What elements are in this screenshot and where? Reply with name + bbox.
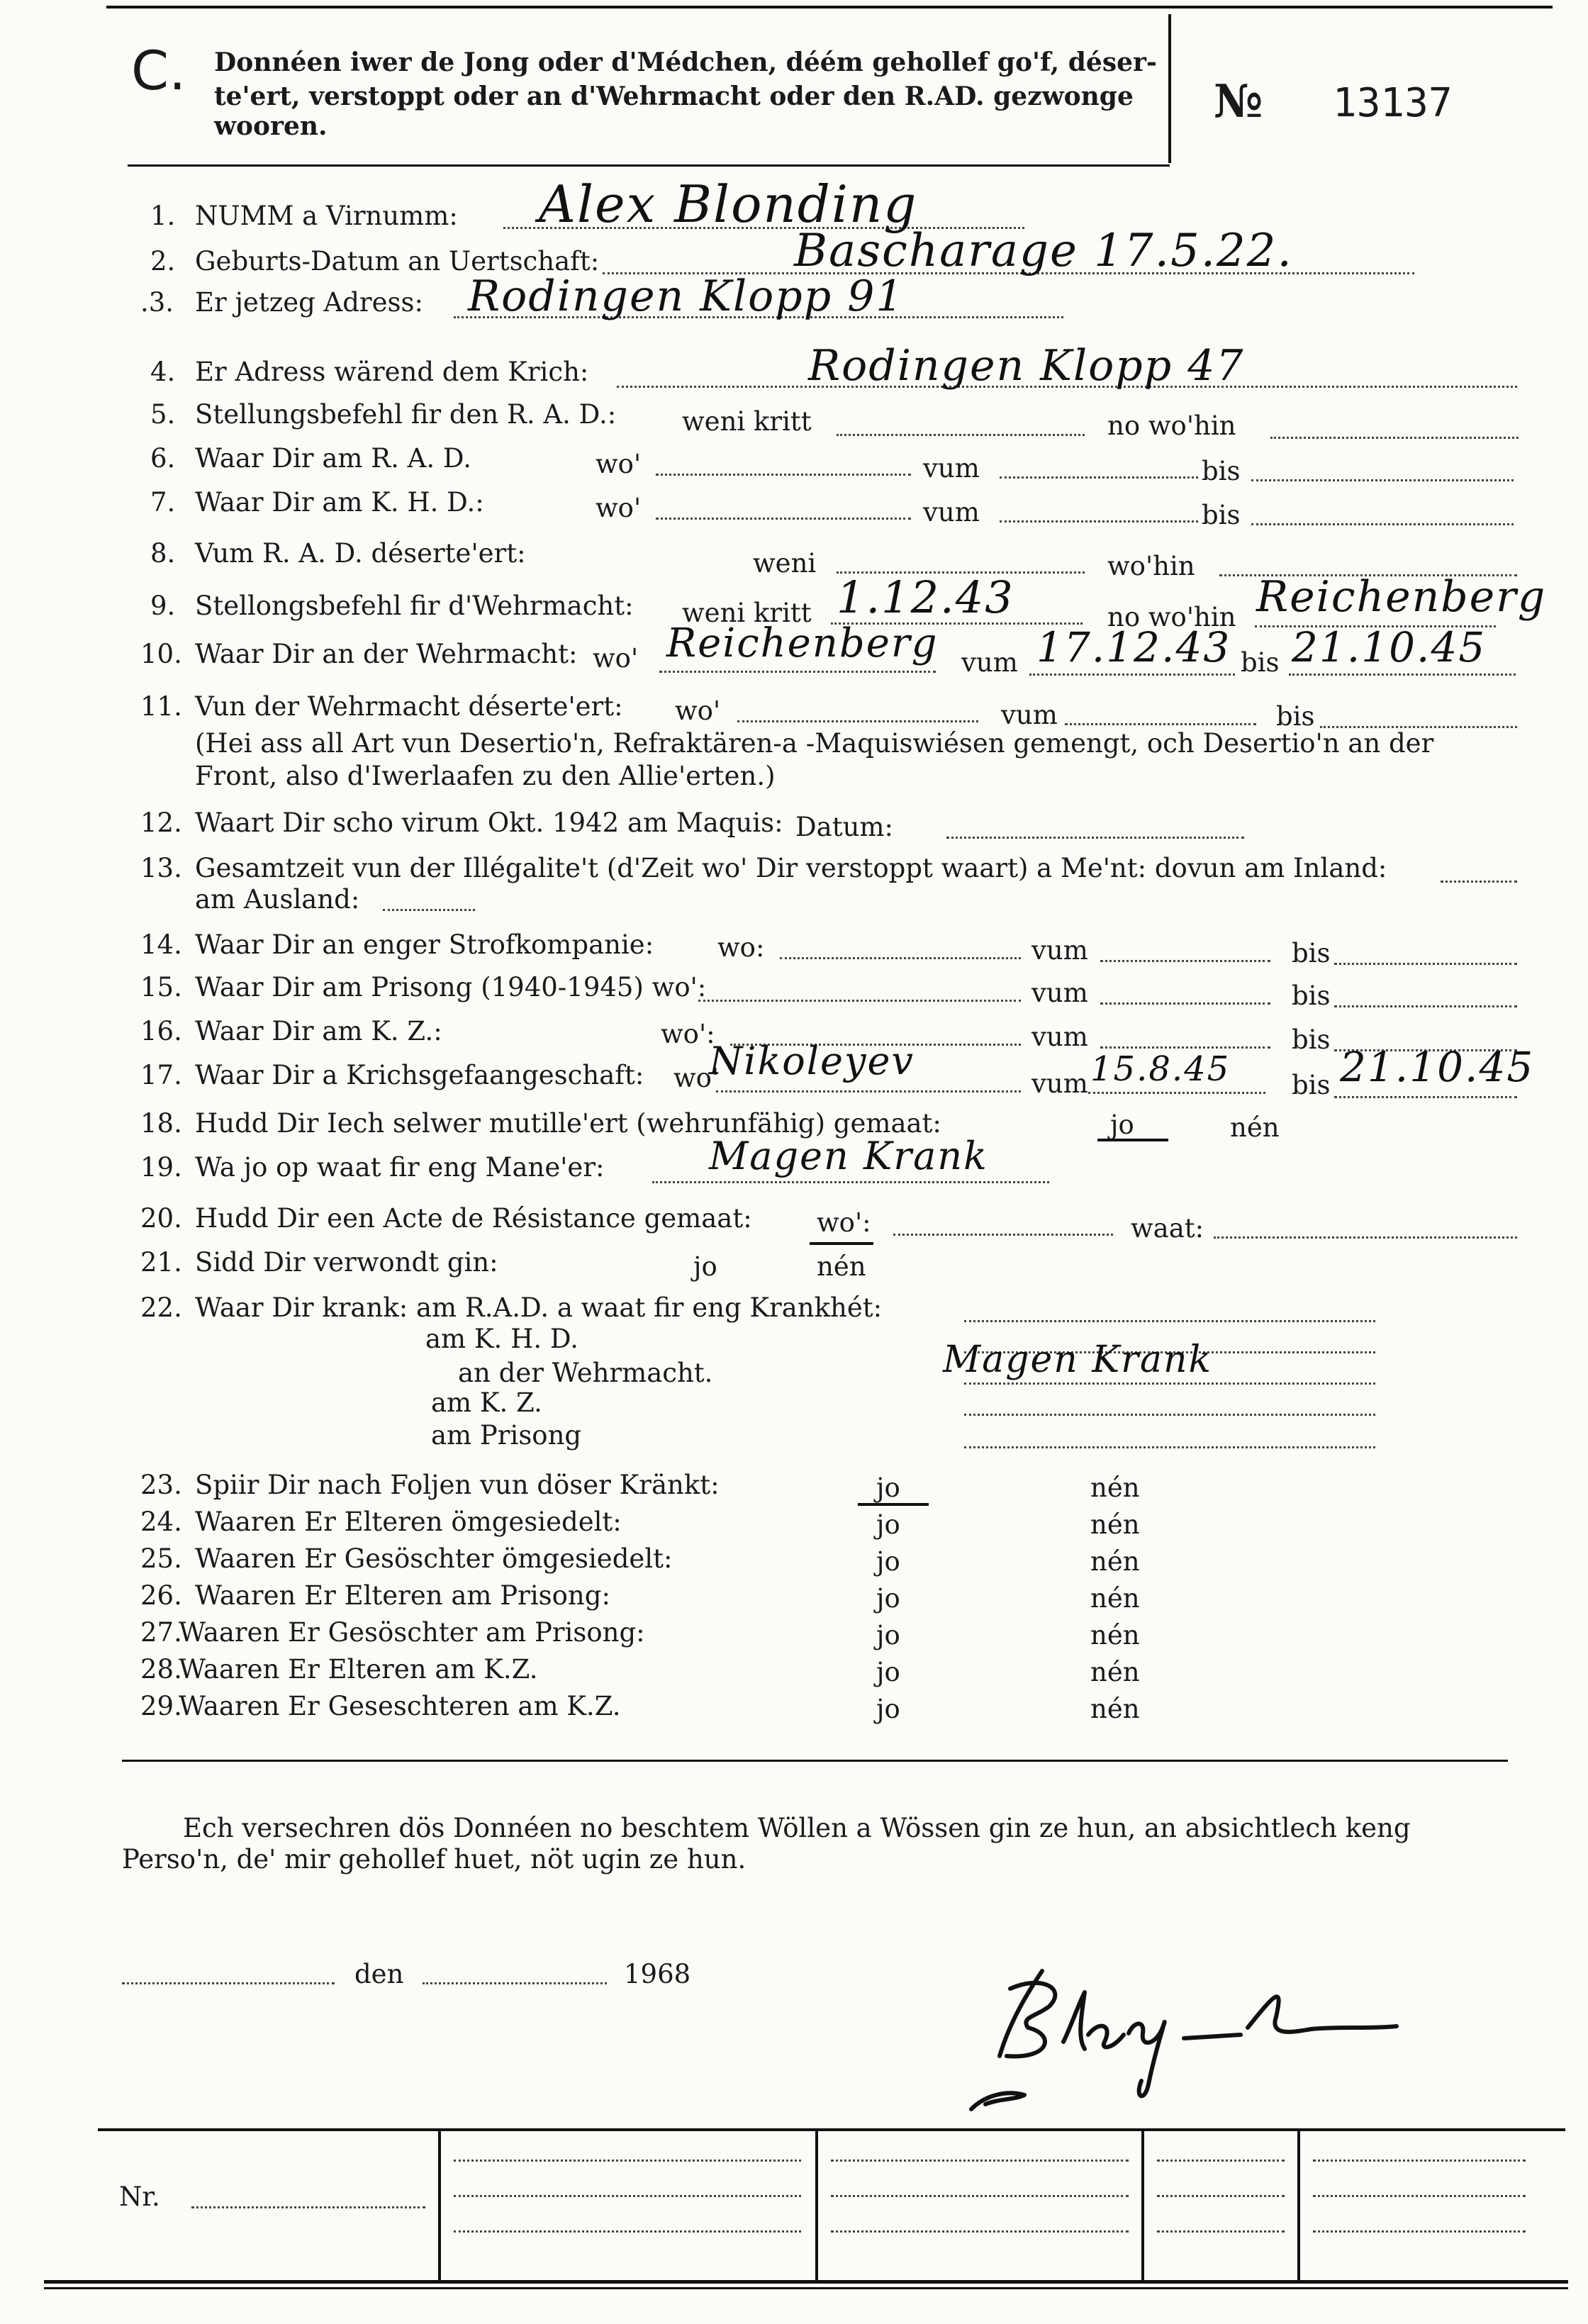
footer-c5-line2 bbox=[1313, 2195, 1526, 2197]
field-7-number: 7. bbox=[150, 487, 176, 518]
field-11-number: 11. bbox=[140, 691, 182, 722]
field-6-bis: bis bbox=[1202, 456, 1241, 486]
field-9-label: Stellongsbefehl fir d'Wehrmacht: bbox=[195, 591, 634, 621]
field-11-wo: wo' bbox=[675, 695, 721, 726]
field-20-line-b bbox=[1214, 1236, 1517, 1239]
field-10-line-a bbox=[659, 671, 936, 673]
declaration-line2: Perso'n, de' mir gehollef huet, nöt ugin ze hun. bbox=[122, 1844, 747, 1875]
form-title-line3: wooren. bbox=[214, 111, 328, 141]
field-18-jo: jo bbox=[1110, 1110, 1134, 1140]
footer-table-bottom bbox=[44, 2280, 1568, 2284]
field-16-line-b bbox=[1100, 1046, 1270, 1049]
field-17-wo: wo' bbox=[673, 1063, 720, 1093]
field-22-khd: am K. H. D. bbox=[425, 1324, 578, 1354]
footer-c3-line2 bbox=[831, 2195, 1129, 2197]
field-24-jo: jo bbox=[876, 1509, 900, 1540]
field-15-label: Waar Dir am Prisong (1940-1945) wo': bbox=[195, 972, 707, 1002]
field-8-number: 8. bbox=[150, 538, 176, 569]
field-17-value-to: 21.10.45 bbox=[1340, 1043, 1535, 1091]
field-14-line-a bbox=[780, 957, 1021, 959]
field-29-nen: nén bbox=[1090, 1694, 1140, 1724]
field-28-number: 28. bbox=[140, 1654, 182, 1685]
field-18-number: 18. bbox=[140, 1108, 182, 1139]
section-divider bbox=[122, 1760, 1508, 1762]
field-28-jo: jo bbox=[876, 1657, 900, 1687]
date-year: 1968 bbox=[624, 1959, 691, 1989]
field-3-label: Er jetzeg Adress: bbox=[195, 287, 423, 318]
field-15-number: 15. bbox=[140, 972, 182, 1002]
field-13-number: 13. bbox=[140, 853, 182, 883]
field-6-vum: vum bbox=[923, 453, 980, 484]
field-13-line-abroad bbox=[383, 909, 475, 911]
field-21-label: Sidd Dir verwondt gin: bbox=[195, 1247, 498, 1278]
field-14-vum: vum bbox=[1031, 935, 1088, 966]
field-6-line-a bbox=[656, 474, 911, 476]
field-22-line-4 bbox=[964, 1414, 1375, 1416]
field-17-vum: vum bbox=[1031, 1068, 1088, 1099]
field-28-nen: nén bbox=[1090, 1657, 1140, 1687]
field-11-label: Vun der Wehrmacht déserte'ert: bbox=[195, 691, 623, 722]
field-6-line-c bbox=[1251, 479, 1514, 481]
field-22-number: 22. bbox=[140, 1292, 182, 1323]
field-19-value: Magen Krank bbox=[709, 1134, 988, 1178]
field-18-jo-underline bbox=[1097, 1139, 1168, 1141]
field-23-number: 23. bbox=[140, 1470, 182, 1500]
field-16-label: Waar Dir am K. Z.: bbox=[195, 1016, 442, 1046]
field-6-line-b bbox=[1000, 476, 1198, 479]
field-11-vum: vum bbox=[1001, 700, 1058, 730]
field-17-label: Waar Dir a Krichsgefaangeschaft: bbox=[195, 1060, 644, 1090]
field-22-label: Waar Dir krank: am R.A.D. a waat fir eng Krankhét: bbox=[195, 1292, 883, 1323]
field-22-line-3 bbox=[964, 1382, 1375, 1385]
field-15-vum: vum bbox=[1031, 978, 1088, 1008]
field-6-wo: wo' bbox=[596, 449, 642, 479]
field-11-line-b bbox=[1065, 723, 1256, 725]
field-22-kz: am K. Z. bbox=[431, 1387, 542, 1418]
form-title-line1: Donnéen iwer de Jong oder d'Médchen, déém gehollef go'f, déser- bbox=[214, 48, 1157, 77]
footer-c3-line1 bbox=[831, 2160, 1129, 2162]
field-26-label: Waaren Er Elteren am Prisong: bbox=[195, 1580, 610, 1611]
field-11-note-line1: (Hei ass all Art vun Desertio'n, Refraktären-a -Maquiswiésen gemengt, och Desertio'n an der bbox=[195, 728, 1434, 759]
field-7-bis: bis bbox=[1202, 500, 1241, 530]
field-26-number: 26. bbox=[140, 1580, 182, 1611]
field-4-number: 4. bbox=[150, 357, 176, 387]
field-11-note-line2: Front, also d'Iwerlaafen zu den Allie'erten.) bbox=[195, 761, 776, 791]
field-29-jo: jo bbox=[876, 1694, 900, 1724]
field-27-number: 27. bbox=[140, 1617, 182, 1648]
field-14-bis: bis bbox=[1292, 938, 1331, 968]
field-25-number: 25. bbox=[140, 1543, 182, 1574]
footer-c2-line2 bbox=[454, 2195, 801, 2197]
field-14-line-c bbox=[1334, 963, 1517, 965]
field-5-weni-kritt: weni kritt bbox=[682, 406, 812, 437]
field-19-line bbox=[652, 1181, 1049, 1183]
field-21-nen: nén bbox=[817, 1251, 866, 1282]
field-10-value-to: 21.10.45 bbox=[1292, 623, 1487, 671]
field-15-line-a bbox=[698, 1000, 1021, 1002]
field-8-wohin: wo'hin bbox=[1107, 551, 1195, 581]
footer-col-2 bbox=[815, 2128, 818, 2283]
field-22-value-wehrmacht: Magen Krank bbox=[943, 1339, 1213, 1381]
field-25-label: Waaren Er Gesöschter ömgesiedelt: bbox=[195, 1543, 673, 1574]
field-20-number: 20. bbox=[140, 1203, 182, 1234]
field-9-number: 9. bbox=[150, 591, 176, 621]
footer-nr-line bbox=[191, 2206, 425, 2208]
date-den: den bbox=[354, 1959, 404, 1989]
field-7-line-a bbox=[656, 518, 911, 520]
field-23-nen: nén bbox=[1090, 1473, 1140, 1503]
field-17-line-c bbox=[1334, 1096, 1517, 1098]
field-17-line-b bbox=[1088, 1092, 1265, 1094]
footer-c4-line2 bbox=[1157, 2195, 1285, 2197]
field-14-label: Waar Dir an enger Strofkompanie: bbox=[195, 929, 654, 960]
field-9-value-date: 1.12.43 bbox=[837, 571, 1014, 623]
field-14-line-b bbox=[1100, 960, 1270, 962]
field-14-number: 14. bbox=[140, 929, 182, 960]
field-3-value-address: Rodingen Klopp 91 bbox=[468, 272, 905, 321]
field-23-jo: jo bbox=[876, 1473, 900, 1503]
form-letter: C. bbox=[131, 39, 186, 102]
field-22-prisong: am Prisong bbox=[431, 1420, 582, 1451]
field-27-jo: jo bbox=[876, 1620, 900, 1650]
field-7-wo: wo' bbox=[596, 493, 642, 523]
field-12-label: Waart Dir scho virum Okt. 1942 am Maquis: bbox=[195, 808, 783, 838]
field-22-line-5 bbox=[964, 1446, 1375, 1448]
field-5-label: Stellungsbefehl fir den R. A. D.: bbox=[195, 399, 617, 430]
field-24-number: 24. bbox=[140, 1507, 182, 1537]
field-28-label: Waaren Er Elteren am K.Z. bbox=[179, 1654, 538, 1685]
footer-table-bottom-2 bbox=[44, 2287, 1568, 2289]
field-2-number: 2. bbox=[150, 246, 176, 276]
field-26-jo: jo bbox=[876, 1583, 900, 1614]
field-9-no-wohin: no wo'hin bbox=[1107, 602, 1236, 632]
field-13-label-abroad: am Ausland: bbox=[195, 884, 360, 915]
field-16-number: 16. bbox=[140, 1016, 182, 1046]
field-17-value-from: 15.8.45 bbox=[1090, 1049, 1231, 1089]
field-15-line-b bbox=[1100, 1002, 1270, 1005]
field-20-line-a bbox=[893, 1234, 1113, 1236]
footer-c5-line1 bbox=[1313, 2160, 1526, 2162]
footer-table-top bbox=[98, 2128, 1565, 2131]
footer-c4-line3 bbox=[1157, 2230, 1285, 2233]
field-12-number: 12. bbox=[140, 808, 182, 838]
field-2-label: Geburts-Datum an Uertschaft: bbox=[195, 246, 600, 276]
field-5-number: 5. bbox=[150, 399, 176, 430]
document-number: 13137 bbox=[1333, 80, 1453, 126]
field-5-line-a bbox=[837, 434, 1085, 436]
field-13-label: Gesamtzeit vun der Illégalite't (d'Zeit wo' Dir verstoppt waart) a Me'nt: dovun am Inland: bbox=[195, 853, 1387, 883]
field-27-label: Waaren Er Gesöschter am Prisong: bbox=[179, 1617, 645, 1648]
field-19-number: 19. bbox=[140, 1152, 182, 1183]
field-21-nen-underline bbox=[810, 1242, 873, 1245]
field-10-value-from: 17.12.43 bbox=[1036, 623, 1231, 671]
field-20-waat: waat: bbox=[1131, 1213, 1204, 1244]
field-11-line-a bbox=[737, 720, 978, 722]
field-18-nen: nén bbox=[1230, 1112, 1280, 1143]
field-21-jo: jo bbox=[693, 1251, 717, 1282]
field-1-label: NUMM a Virnumm: bbox=[195, 201, 458, 231]
footer-nr-label: Nr. bbox=[119, 2181, 160, 2212]
field-17-line-a bbox=[716, 1090, 1021, 1093]
field-10-label: Waar Dir an der Wehrmacht: bbox=[195, 639, 578, 669]
field-22-line-1 bbox=[964, 1320, 1375, 1322]
field-8-label: Vum R. A. D. déserte'ert: bbox=[195, 538, 526, 569]
field-15-bis: bis bbox=[1292, 981, 1331, 1011]
field-13-line-inland bbox=[1441, 881, 1517, 883]
signature bbox=[943, 1950, 1411, 2113]
field-7-label: Waar Dir am K. H. D.: bbox=[195, 487, 484, 518]
field-4-label: Er Adress wärend dem Krich: bbox=[195, 357, 589, 387]
top-border bbox=[106, 6, 1553, 9]
field-14-wo: wo: bbox=[717, 932, 765, 963]
field-5-no-wohin: no wo'hin bbox=[1107, 410, 1236, 441]
field-19-label: Wa jo op waat fir eng Mane'er: bbox=[195, 1152, 605, 1183]
field-9-weni-kritt: weni kritt bbox=[682, 598, 812, 628]
field-9-value-place: Reichenberg bbox=[1256, 572, 1547, 622]
field-2-value-birth: Bascharage 17.5.22. bbox=[794, 225, 1293, 277]
field-1-number: 1. bbox=[150, 201, 176, 231]
field-10-line-b bbox=[1029, 674, 1235, 676]
field-17-number: 17. bbox=[140, 1060, 182, 1090]
field-20-label: Hudd Dir een Acte de Résistance gemaat: bbox=[195, 1203, 752, 1234]
footer-c5-line3 bbox=[1313, 2230, 1526, 2233]
field-12-datum: Datum: bbox=[795, 812, 893, 842]
field-5-line-b bbox=[1270, 437, 1519, 439]
field-3-number: .3. bbox=[140, 287, 174, 318]
field-25-jo: jo bbox=[876, 1546, 900, 1577]
field-11-bis: bis bbox=[1276, 701, 1315, 732]
field-16-bis: bis bbox=[1292, 1024, 1331, 1055]
field-10-value-place: Reichenberg bbox=[666, 620, 939, 666]
field-23-jo-underline bbox=[858, 1503, 929, 1506]
header-bottom-border bbox=[128, 164, 1170, 167]
field-17-bis: bis bbox=[1292, 1070, 1331, 1100]
field-15-line-c bbox=[1334, 1005, 1517, 1007]
field-24-label: Waaren Er Elteren ömgesiedelt: bbox=[195, 1507, 622, 1537]
field-23-label: Spiir Dir nach Foljen vun döser Kränkt: bbox=[195, 1470, 720, 1500]
date-day-line bbox=[122, 1982, 335, 1984]
field-29-number: 29. bbox=[140, 1691, 182, 1721]
field-22-wehrmacht: an der Wehrmacht. bbox=[458, 1358, 713, 1388]
field-29-label: Waaren Er Geseschteren am K.Z. bbox=[179, 1691, 621, 1721]
field-7-vum: vum bbox=[923, 497, 980, 527]
footer-c2-line1 bbox=[454, 2160, 801, 2162]
field-12-line bbox=[946, 837, 1244, 839]
field-10-number: 10. bbox=[140, 639, 182, 669]
field-24-nen: nén bbox=[1090, 1509, 1140, 1540]
field-6-number: 6. bbox=[150, 443, 176, 474]
footer-col-3 bbox=[1141, 2128, 1144, 2283]
field-26-nen: nén bbox=[1090, 1583, 1140, 1614]
footer-col-1 bbox=[438, 2128, 441, 2283]
field-18-label: Hudd Dir Iech selwer mutille'ert (wehrunfähig) gemaat: bbox=[195, 1108, 941, 1139]
field-21-number: 21. bbox=[140, 1247, 182, 1278]
field-10-wo: wo' bbox=[593, 643, 639, 674]
field-7-line-b bbox=[1000, 520, 1198, 523]
field-7-line-c bbox=[1251, 523, 1514, 525]
header-divider bbox=[1168, 14, 1171, 163]
footer-c2-line3 bbox=[454, 2230, 801, 2233]
field-27-nen: nén bbox=[1090, 1620, 1140, 1650]
field-4-value-address-war: Rodingen Klopp 47 bbox=[808, 341, 1245, 391]
date-month-line bbox=[423, 1982, 607, 1984]
field-16-wo: wo': bbox=[661, 1019, 715, 1049]
field-1-value-name: Alex Blonding bbox=[539, 174, 918, 234]
declaration-line1: Ech versechren dös Donnéen no beschtem Wöllen a Wössen gin ze hun, an absichtlech keng bbox=[183, 1813, 1411, 1843]
footer-col-4 bbox=[1297, 2128, 1300, 2283]
field-6-label: Waar Dir am R. A. D. bbox=[195, 443, 471, 474]
field-20-wo: wo': bbox=[817, 1207, 871, 1238]
field-10-bis: bis bbox=[1241, 647, 1280, 678]
field-8-weni: weni bbox=[753, 548, 817, 579]
field-16-vum: vum bbox=[1031, 1022, 1088, 1052]
footer-c4-line1 bbox=[1157, 2160, 1285, 2162]
footer-c3-line3 bbox=[831, 2230, 1129, 2233]
number-label: № bbox=[1214, 75, 1263, 128]
field-10-line-c bbox=[1289, 674, 1516, 676]
field-10-vum: vum bbox=[961, 647, 1018, 678]
field-17-value-place: Nikoleyev bbox=[709, 1039, 915, 1083]
field-25-nen: nén bbox=[1090, 1546, 1140, 1577]
form-title-line2: te'ert, verstoppt oder an d'Wehrmacht oder den R.AD. gezwonge bbox=[214, 82, 1134, 111]
